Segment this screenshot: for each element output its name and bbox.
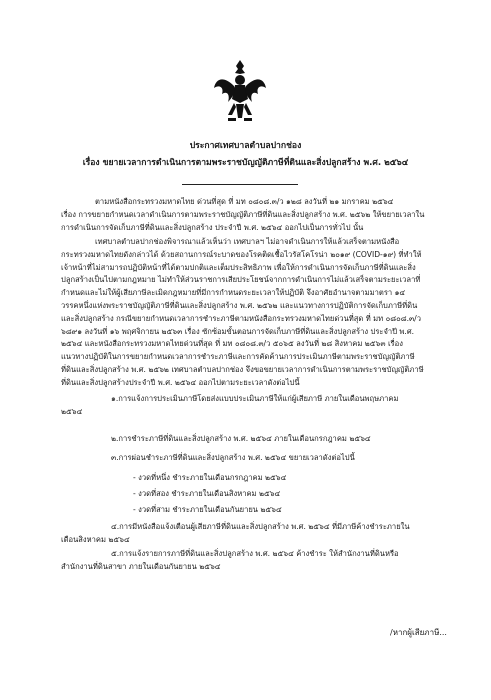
text-line: วรรคหนึ่งแห่งพระราชบัญญัติภาษีที่ดินและสิ่งปลูกสร้าง พ.ศ. ๒๕๖๒ และแนวทางการปฏิบัติการจัดเก็บภาษีที่ดิน [61, 300, 418, 310]
text-line: ๒๕๖๔ และหนังสือกระทรวงมหาดไทยด่วนที่สุด ที่ มท ๐๘๐๘.๓/ว ๕๐๖๕ ลงวันที่ ๒๘ สิงหาคม ๒๕๖๓ เรื่อง [61, 339, 403, 349]
item-2 [61, 433, 452, 446]
text-line: กระทรวงมหาดไทยดังกล่าวได้ ด้วยสถานการณ์ระบาดของโรคติดเชื้อไวรัสโคโรน่า ๒๐๑๙ (COVID-๑๙) ที่ทำให้ [61, 249, 422, 259]
item-1 [61, 393, 452, 419]
text-line: และสิ่งปลูกสร้าง กรณีขยายกำหนดเวลาการชำระภาษีตามหนังสือกระทรวงมหาดไทยด่วนที่สุด ที่ มท ๐๘๐๘.๓/ว [61, 313, 421, 323]
text-line: เทศบาลตำบลปากช่องพิจารณาแล้วเห็นว่า เทศบาลฯ ไม่อาจดำเนินการให้แล้วเสร็จตามหนังสือ [95, 237, 400, 246]
text-line: ๒๕๖๔ [61, 406, 83, 416]
text-line: เจ้าหน้าที่ไม่สามารถปฏิบัติหน้าที่ได้ตามปกติและเต็มประสิทธิภาพ เพื่อให้การดำเนินการจัดเก็บภาษีที่ดินและสิ่ง [61, 262, 416, 272]
text-line: การดำเนินการจัดเก็บภาษีที่ดินและสิ่งปลูกสร้าง ประจำปี พ.ศ. ๒๕๖๔ ออกไปเป็นการทั่วไป นั้น [61, 222, 364, 232]
text-line: ๔.การมีหนังสือแจ้งเตือนผู้เสียภาษีที่ดินและสิ่งปลูกสร้าง พ.ศ. ๒๕๖๔ ที่มีภาษีค้างชำระภายใน [111, 522, 410, 531]
text-line: แนวทางปฏิบัติในการขยายกำหนดเวลาการชำระภาษีและการคัดค้านการประเมินภาษีตามพระราชบัญญัติภาษี [61, 352, 415, 362]
installment-2: - งวดที่สอง ชำระภายในเดือนสิงหาคม ๒๕๖๔ [133, 489, 281, 498]
announcement-subject: เรื่อง ขยายเวลาการดำเนินการตามพระราชบัญญัติภาษีที่ดินและสิ่งปลูกสร้าง พ.ศ. ๒๕๖๔ [82, 158, 409, 168]
text-line: ที่ดินและสิ่งปลูกสร้าง พ.ศ. ๒๕๖๒ เทศบาลตำบลปากช่อง จึงขอขยายเวลาการดำเนินการตามพระราชบัญญัติภาษี [61, 364, 424, 374]
text-line: ๖๘๙๑ ลงวันที่ ๑๖ พฤศจิกายน ๒๕๖๓ เรื่อง ซักซ้อมขั้นตอนการจัดเก็บภาษีที่ดินและสิ่งปลูกสร้าง ประจำปี พ.ศ. [61, 326, 415, 336]
title-underline [182, 184, 298, 185]
text-line: เดือนสิงหาคม ๒๕๖๔ [61, 534, 130, 544]
text-line: กำหนดและไม่ให้ผู้เสียภาษีละเมิดกฎหมายที่มีการกำหนดระยะเวลาให้ปฏิบัติ จึงอาศัยอำนาจตามมาตรา ๑๔ [61, 288, 406, 298]
text-line: ๕.การแจ้งรายการภาษีที่ดินและสิ่งปลูกสร้าง พ.ศ. ๒๕๖๔ ค้างชำระ ให้สำนักงานที่ดินหรือ [111, 549, 399, 558]
announcement-title: ประกาศเทศบาลตำบลปากช่อง [189, 141, 302, 151]
paragraph-reference [61, 196, 452, 234]
page-continuation-note: /หากผู้เสียภาษี... [390, 628, 447, 637]
installment-1: - งวดที่หนึ่ง ชำระภายในเดือนกรกฎาคม ๒๕๖๔ [133, 473, 287, 482]
item-5 [61, 548, 452, 574]
text-line: ตามหนังสือกระทรวงมหาดไทย ด่วนที่สุด ที่ มท ๐๘๐๘.๓/ว ๑๒๘ ลงวันที่ ๒๑ มกราคม ๒๕๖๔ [95, 197, 394, 206]
text-line: ๓.การผ่อนชำระภาษีที่ดินและสิ่งปลูกสร้าง พ.ศ. ๒๕๖๔ ขยายเวลาดังต่อไปนี้ [111, 453, 355, 462]
text-line: สำนักงานที่ดินสาขา ภายในเดือนกันยายน ๒๕๖๔ [61, 561, 221, 571]
item-4 [61, 521, 452, 547]
text-line: ปลูกสร้างเป็นไปตามกฎหมาย ไม่ทำให้ส่วนราชการเสียประโยชน์จากการดำเนินการไม่แล้วเสร็จตามระยะเวลาที่ [61, 275, 421, 285]
installment-3: - งวดที่สาม ชำระภายในเดือนกันยายน ๒๕๖๔ [133, 505, 282, 514]
text-line: ๒.การชำระภาษีที่ดินและสิ่งปลูกสร้าง พ.ศ. ๒๕๖๔ ภายในเดือนกรกฎาคม ๒๕๖๔ [111, 434, 371, 443]
garuda-emblem-icon [212, 58, 268, 128]
text-line: ๑.การแจ้งการประเมินภาษีโดยส่งแบบประเมินภาษีให้แก่ผู้เสียภาษี ภายในเดือนพฤษภาคม [111, 394, 399, 403]
paragraph-consideration [61, 236, 452, 390]
item-3 [61, 452, 452, 465]
text-line: เรื่อง การขยายกำหนดเวลาดำเนินการตามพระราชบัญญัติภาษีที่ดินและสิ่งปลูกสร้าง พ.ศ. ๒๕๖๒ ให้ขยายเวลาใน [61, 209, 425, 219]
text-line: ที่ดินและสิ่งปลูกสร้างประจำปี พ.ศ. ๒๕๖๔ ออกไปตามระยะเวลาดังต่อไปนี้ [61, 377, 300, 387]
